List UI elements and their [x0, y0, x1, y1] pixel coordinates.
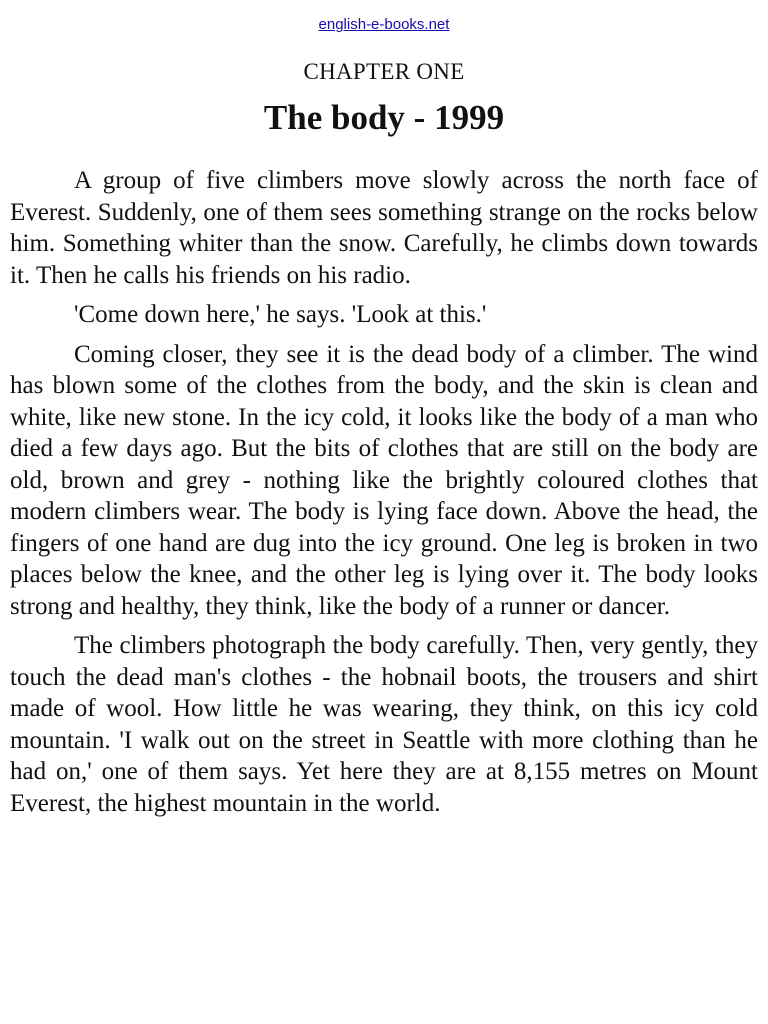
chapter-label: CHAPTER ONE	[303, 59, 465, 84]
chapter-body	[10, 165, 758, 819]
paragraph: The climbers photograph the body carefully. Then, very gently, they touch the dead man's clothes - the hobnail boots, the trousers and shirt made of wool. How little he was wearing, they think, on this icy cold mountain. 'I walk out on the street in Seattle with more clothing than he had on,' one of them says. Yet here they are at 8,155 metres on Mount Everest, the highest mountain in the world.	[10, 632, 758, 817]
chapter-title: The body - 1999	[263, 98, 505, 137]
paragraph: Coming closer, they see it is the dead body of a climber. The wind has blown some of the clothes from the body, and the skin is clean and white, like new stone. In the icy cold, it looks like the body of a man who died a few days ago. But the bits of clothes that are still on the body are old, brown and grey - nothing like the brightly coloured clothes that modern climbers wear. The body is lying face down. Above the head, the fingers of one hand are dug into the icy ground. One leg is broken in two places below the knee, and the other leg is lying over it. The body looks strong and healthy, they think, like the body of a runner or dancer.	[10, 340, 758, 620]
paragraph: 'Come down here,' he says. 'Look at this.'	[74, 301, 487, 328]
paragraph: A group of five climbers move slowly across the north face of Everest. Suddenly, one of them sees something strange on the rocks below him. Something whiter than the snow. Carefully, he climbs down towards it. Then he calls his friends on his radio.	[10, 167, 758, 289]
site-link[interactable]: english-e-books.net	[318, 16, 450, 33]
